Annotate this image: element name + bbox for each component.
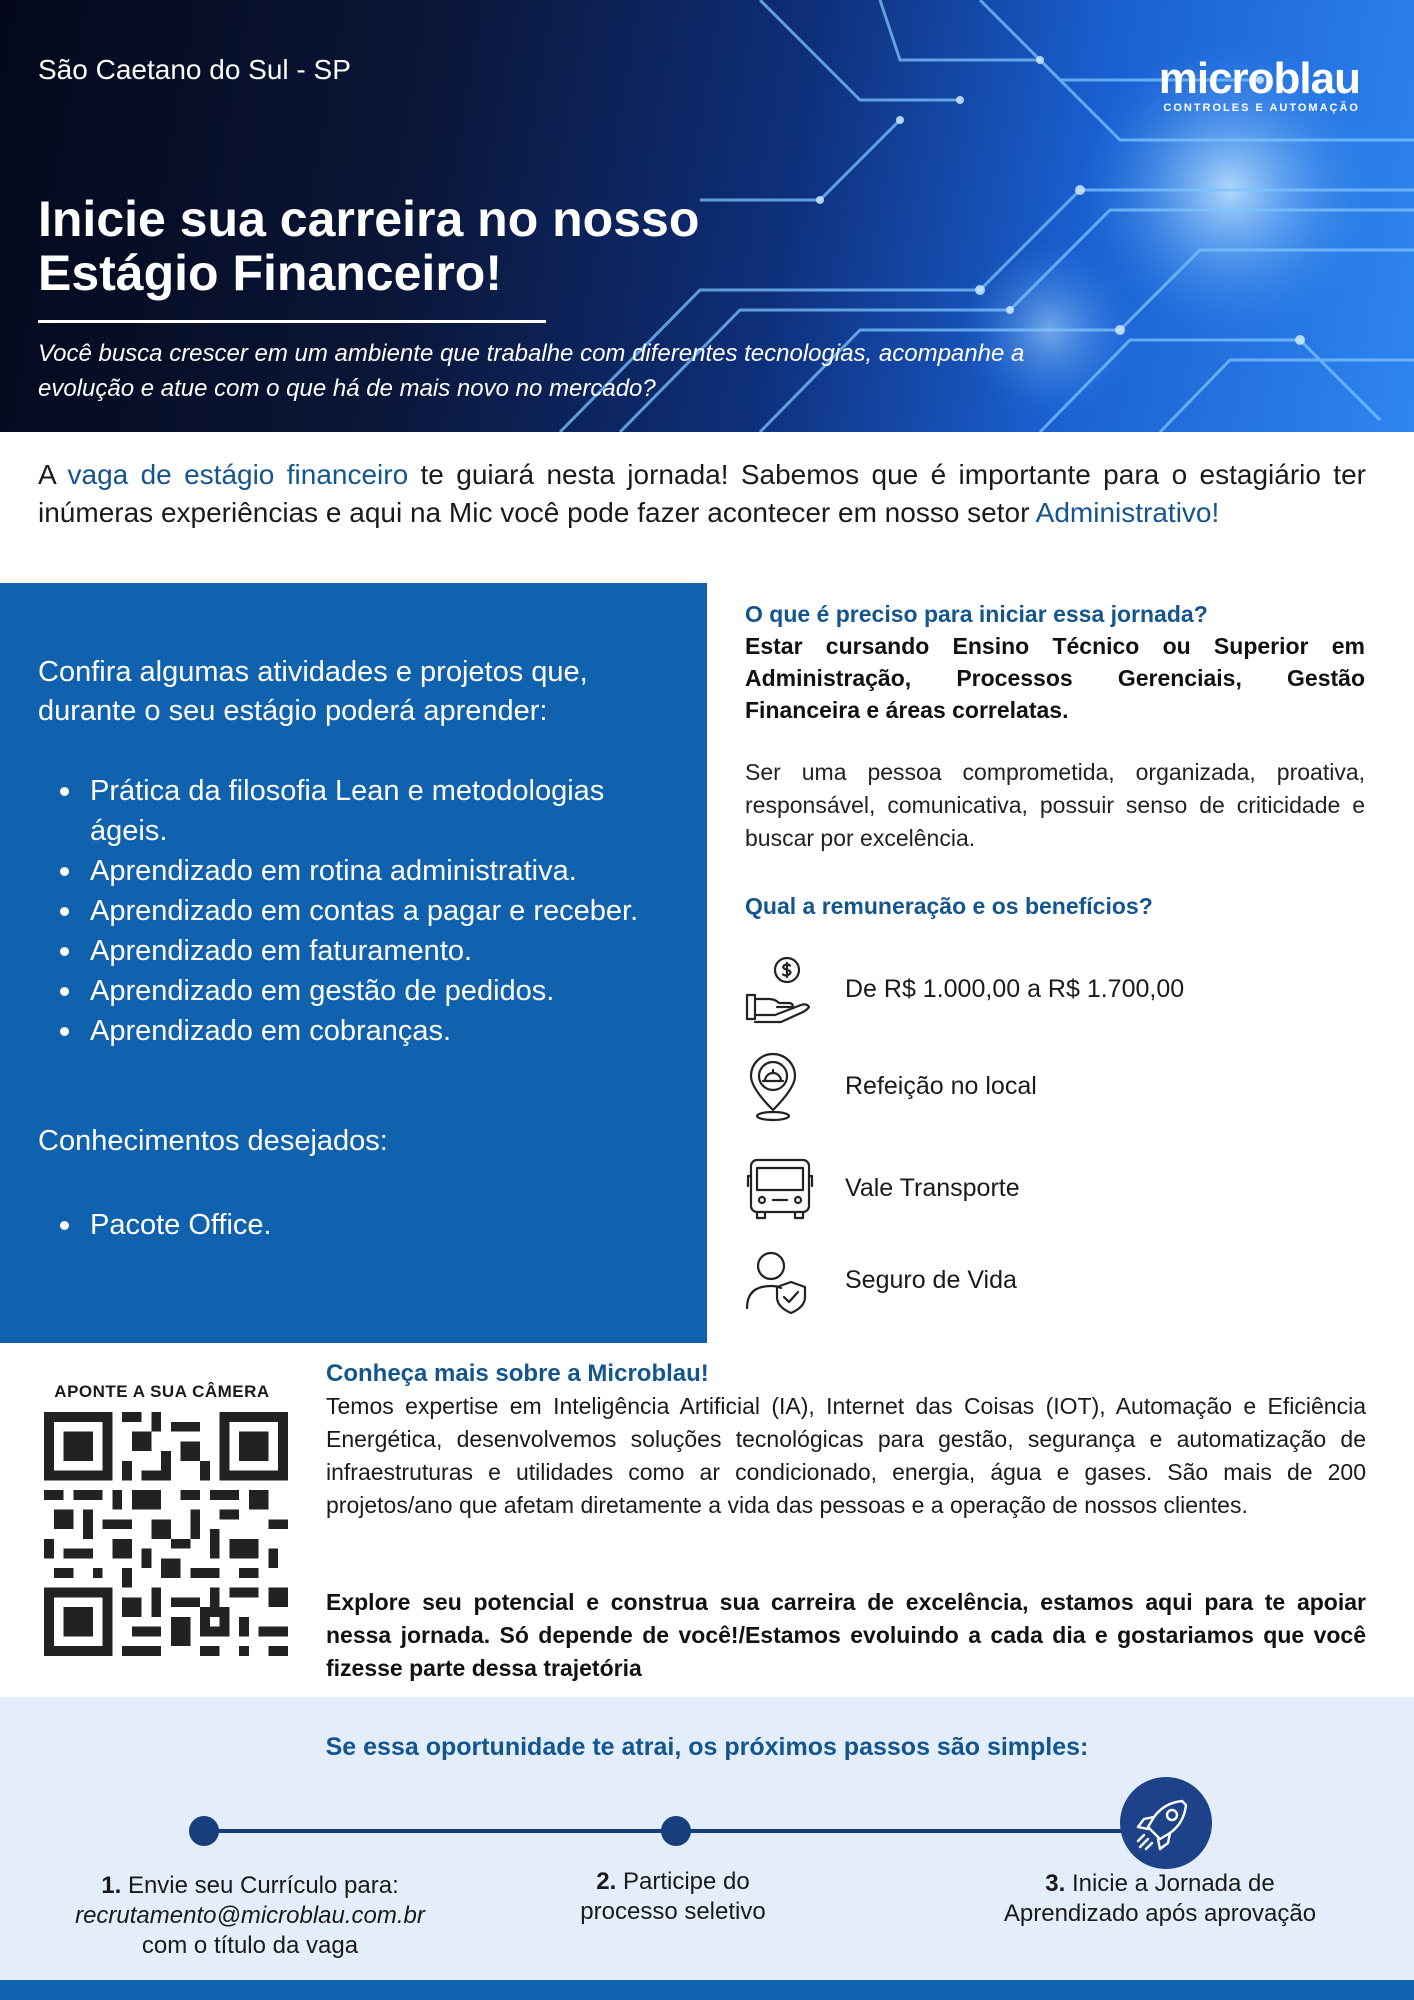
step-2-marker <box>661 1816 691 1846</box>
about-title: Conheça mais sobre a Microblau! <box>326 1360 709 1387</box>
benefit-transport-text: Vale Transporte <box>845 1174 1020 1202</box>
title-divider <box>38 320 546 323</box>
step-3-text: Inicie a Jornada de <box>1071 1870 1275 1897</box>
step-1-marker <box>189 1816 219 1846</box>
step-1-text: Envie seu Currículo para: <box>127 1872 399 1899</box>
step-2-number: 2. <box>596 1868 617 1895</box>
hero-banner <box>0 0 1414 432</box>
benefits-question: Qual a remuneração e os benefícios? <box>745 893 1153 919</box>
activities-heading: Confira algumas atividades e projetos que, durante o seu estágio poderá aprender: <box>38 656 588 727</box>
knowledge-heading: Conhecimentos desejados: <box>38 1125 388 1157</box>
activities-list <box>38 771 688 1051</box>
intro-highlight-vaga: vaga de estágio financeiro <box>67 459 409 490</box>
page-title <box>38 192 938 300</box>
about-cta: Explore seu potencial e construa sua carreira de excelência, estamos aqui para te apoiar nessa jornada. Só depende de você!/Estamos evoluindo a cada dia e gostariamos que você fizesse parte dessa trajetória <box>326 1589 1366 1681</box>
rocket-icon <box>1120 1777 1212 1869</box>
benefit-salary <box>745 955 1365 1025</box>
logo-wordmark: microblau <box>1158 54 1360 103</box>
salary-hand-icon <box>745 955 815 1025</box>
activity-item: Aprendizado em gestão de pedidos. <box>38 971 688 1011</box>
step-1 <box>20 1871 480 1961</box>
activity-item: Aprendizado em contas a pagar e receber. <box>38 891 688 931</box>
benefit-life-insurance-text: Seguro de Vida <box>845 1266 1017 1294</box>
life-insurance-icon <box>745 1246 815 1316</box>
bus-icon <box>745 1154 815 1224</box>
step-2-line-2: processo seletivo <box>580 1898 766 1925</box>
activity-item: Aprendizado em cobranças. <box>38 1011 688 1051</box>
next-steps-title: Se essa oportunidade te atrai, os próximos passos são simples: <box>325 1733 1089 1761</box>
footer-bar <box>0 1980 1414 2000</box>
benefit-salary-text: De R$ 1.000,00 a R$ 1.700,00 <box>845 975 1185 1003</box>
benefit-meal <box>745 1052 1365 1122</box>
step-2-line-1 <box>513 1867 833 1897</box>
qr-code[interactable] <box>44 1412 288 1656</box>
step-3-line-2: Aprendizado após aprovação <box>1003 1900 1317 1927</box>
activity-item: Prática da filosofia Lean e metodologias ágeis. <box>38 771 688 851</box>
requirements-section <box>745 598 1365 855</box>
benefit-transport <box>745 1154 1365 1224</box>
step-2-text: Participe do <box>622 1868 750 1895</box>
microblau-logo <box>1159 56 1360 114</box>
step-3-number: 3. <box>1045 1870 1066 1897</box>
hero-subtitle: Você busca crescer em um ambiente que trabalhe com diferentes tecnologias, acompanhe a evolução e atue com o que há de mais novo no mercado? <box>38 340 1025 402</box>
logo-tagline: CONTROLES E AUTOMAÇÃO <box>1163 102 1360 114</box>
intro-text-1: A <box>38 459 68 490</box>
step-3 <box>940 1869 1380 1929</box>
intro-highlight-setor: Administrativo! <box>1035 497 1220 528</box>
intro-text-2: te guiará nesta jornada! Sabemos que é importante para o estagiário ter inúmeras experiências e aqui na Mic você pode fazer acontecer em nosso setor <box>38 459 1366 528</box>
recruitment-email-link[interactable]: recrutamento@microblau.com.br <box>75 1902 425 1929</box>
knowledge-list <box>38 1205 272 1245</box>
benefit-life-insurance <box>745 1246 1365 1316</box>
location-label: São Caetano do Sul - SP <box>38 54 351 85</box>
meal-location-icon <box>745 1052 815 1122</box>
activity-item: Aprendizado em rotina administrativa. <box>38 851 688 891</box>
requirements-question: O que é preciso para iniciar essa jornada? <box>745 601 1208 627</box>
step-1-number: 1. <box>101 1872 122 1899</box>
benefit-meal-text: Refeição no local <box>845 1072 1037 1100</box>
step-1-line <box>20 1871 480 1901</box>
activity-item: Aprendizado em faturamento. <box>38 931 688 971</box>
requirements-profile: Ser uma pessoa comprometida, organizada, proativa, responsável, comunicativa, possuir senso de criticidade e buscar por excelência. <box>745 759 1365 851</box>
intro-paragraph <box>38 456 1366 532</box>
about-text: Temos expertise em Inteligência Artificial (IA), Internet das Coisas (IOT), Automação e Eficiência Energética, desenvolvemos soluções tecnológicas para gestão, segurança e automatização de infraestruturas e utilidades como ar condicionado, energia, água e gases. São mais de 200 projetos/ano que afetam diretamente a vida das pessoas e a operação de nossos clientes. <box>326 1393 1366 1518</box>
step-3-marker <box>1120 1777 1212 1869</box>
step-2 <box>513 1867 833 1927</box>
qr-code-label: APONTE A SUA CÂMERA <box>54 1382 270 1401</box>
step-3-line-1 <box>940 1869 1380 1899</box>
title-line-1: Inicie sua carreira no nosso <box>38 191 700 247</box>
activities-panel <box>0 583 707 1343</box>
knowledge-item: Pacote Office. <box>38 1205 272 1245</box>
requirements-education: Estar cursando Ensino Técnico ou Superior em Administração, Processos Gerenciais, Gestão Financeira e áreas correlatas. <box>745 633 1365 723</box>
step-1-note: com o título da vaga <box>141 1932 359 1959</box>
title-line-2: Estágio Financeiro! <box>38 245 502 301</box>
